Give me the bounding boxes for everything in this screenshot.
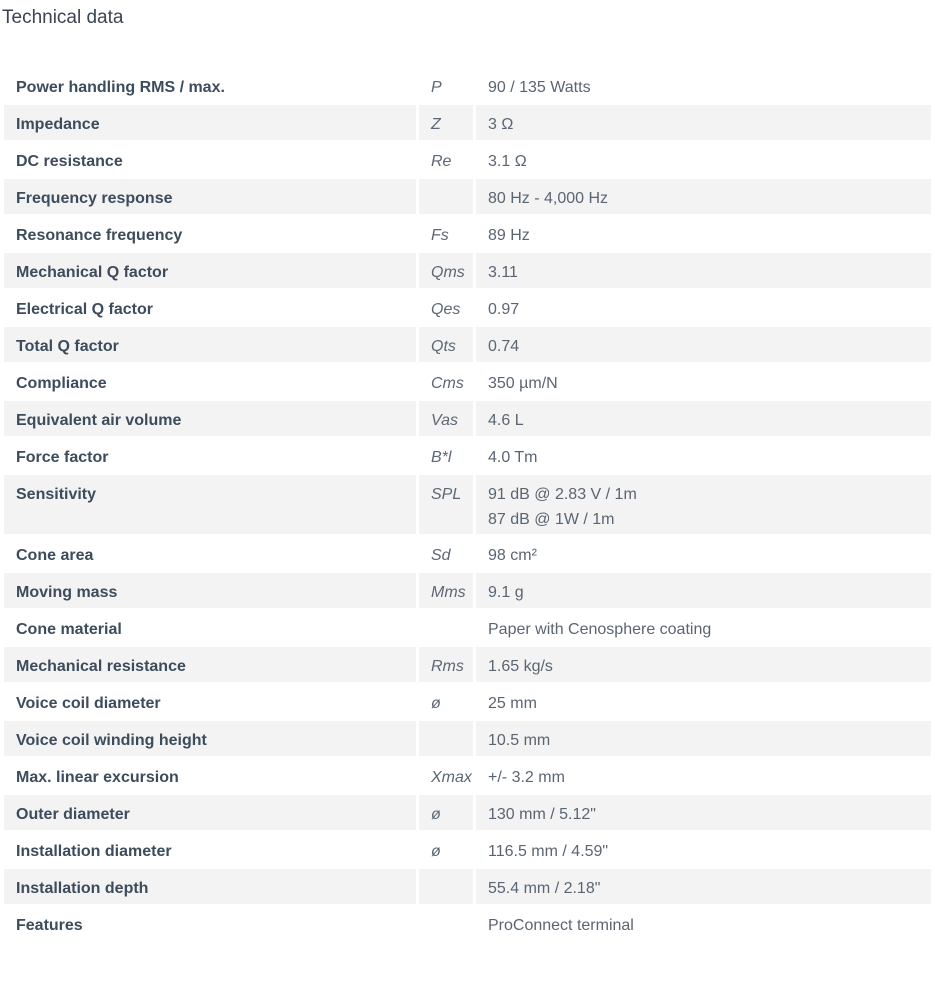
spec-value-line: 55.4 mm / 2.18" [488,880,601,897]
spec-row [4,906,931,943]
spec-symbol: ø [419,795,476,832]
spec-row [4,68,931,105]
spec-name: Cone material [4,610,419,647]
spec-value [476,795,931,832]
spec-symbol: Z [419,105,476,142]
spec-row [4,795,931,832]
spec-row [4,475,931,536]
spec-symbol: Qes [419,290,476,327]
spec-name: Power handling RMS / max. [4,68,419,105]
spec-name: Installation depth [4,869,419,906]
spec-symbol: Re [419,142,476,179]
spec-value-line: 0.74 [488,338,520,355]
spec-value-line: 98 cm² [488,547,537,564]
spec-name: Electrical Q factor [4,290,419,327]
spec-name: Sensitivity [4,475,419,536]
spec-row [4,610,931,647]
spec-symbol: Cms [419,364,476,401]
spec-value [476,832,931,869]
spec-symbol: SPL [419,475,476,536]
spec-value-line: 9.1 g [488,584,524,601]
spec-symbol: Vas [419,401,476,438]
spec-symbol: B*l [419,438,476,475]
spec-value-line: 4.6 L [488,412,524,429]
spec-symbol: Sd [419,536,476,573]
technical-data-table [4,68,931,943]
spec-value-line: 87 dB @ 1W / 1m [488,511,615,528]
spec-name: Max. linear excursion [4,758,419,795]
spec-value [476,401,931,438]
spec-name: Mechanical Q factor [4,253,419,290]
spec-value-line: 116.5 mm / 4.59" [488,843,609,860]
spec-value [476,327,931,364]
spec-value-line: 90 / 135 Watts [488,79,591,96]
spec-row [4,401,931,438]
spec-value-line: 80 Hz - 4,000 Hz [488,190,609,207]
spec-symbol: ø [419,684,476,721]
spec-value [476,610,931,647]
spec-name: Moving mass [4,573,419,610]
spec-value [476,758,931,795]
spec-name: Compliance [4,364,419,401]
spec-row [4,253,931,290]
spec-name: Voice coil winding height [4,721,419,758]
spec-symbol [419,610,476,647]
spec-name: Equivalent air volume [4,401,419,438]
spec-value-line: 91 dB @ 2.83 V / 1m [488,486,637,503]
technical-data-body [4,68,931,943]
spec-name: Force factor [4,438,419,475]
spec-name: Voice coil diameter [4,684,419,721]
spec-name: Cone area [4,536,419,573]
spec-name: Frequency response [4,179,419,216]
spec-value-line: Paper with Cenosphere coating [488,621,712,638]
spec-symbol: Qts [419,327,476,364]
spec-value [476,573,931,610]
spec-value [476,253,931,290]
spec-value [476,906,931,943]
spec-value-line: +/- 3.2 mm [488,769,565,786]
spec-symbol [419,906,476,943]
spec-value-line: 3.1 Ω [488,153,527,170]
spec-value [476,290,931,327]
spec-value-line: 10.5 mm [488,732,551,749]
spec-symbol: P [419,68,476,105]
spec-row [4,869,931,906]
spec-name: Resonance frequency [4,216,419,253]
spec-value [476,438,931,475]
spec-name: DC resistance [4,142,419,179]
spec-row [4,573,931,610]
spec-name: Total Q factor [4,327,419,364]
spec-row [4,105,931,142]
spec-value-line: 0.97 [488,301,520,318]
spec-value [476,105,931,142]
spec-value-line: 130 mm / 5.12" [488,806,596,823]
spec-value [476,142,931,179]
spec-value-line: 350 µm/N [488,375,558,392]
spec-value-line: 1.65 kg/s [488,658,553,675]
spec-name: Installation diameter [4,832,419,869]
spec-row [4,216,931,253]
spec-row [4,179,931,216]
spec-value [476,475,931,536]
spec-row [4,647,931,684]
spec-symbol: Mms [419,573,476,610]
spec-symbol: ø [419,832,476,869]
spec-symbol [419,869,476,906]
spec-value-line: 3.11 [488,264,518,281]
spec-row [4,721,931,758]
spec-value-line: 25 mm [488,695,537,712]
page-title: Technical data [2,7,124,28]
spec-value-line: 3 Ω [488,116,514,133]
spec-row [4,758,931,795]
spec-value [476,68,931,105]
spec-value [476,536,931,573]
spec-value-line: 89 Hz [488,227,530,244]
spec-name: Outer diameter [4,795,419,832]
spec-symbol [419,721,476,758]
spec-row [4,832,931,869]
spec-value [476,647,931,684]
spec-symbol: Qms [419,253,476,290]
spec-name: Impedance [4,105,419,142]
spec-value [476,869,931,906]
spec-value [476,216,931,253]
spec-row [4,290,931,327]
spec-row [4,364,931,401]
spec-symbol [419,179,476,216]
spec-row [4,327,931,364]
spec-symbol: Xmax [419,758,476,795]
spec-symbol: Rms [419,647,476,684]
spec-value [476,364,931,401]
spec-value [476,721,931,758]
spec-name: Mechanical resistance [4,647,419,684]
spec-row [4,142,931,179]
spec-name: Features [4,906,419,943]
spec-row [4,438,931,475]
spec-value-line: ProConnect terminal [488,917,634,934]
spec-symbol: Fs [419,216,476,253]
spec-value-line: 4.0 Tm [488,449,538,466]
spec-row [4,684,931,721]
spec-row [4,536,931,573]
spec-value [476,179,931,216]
spec-value [476,684,931,721]
